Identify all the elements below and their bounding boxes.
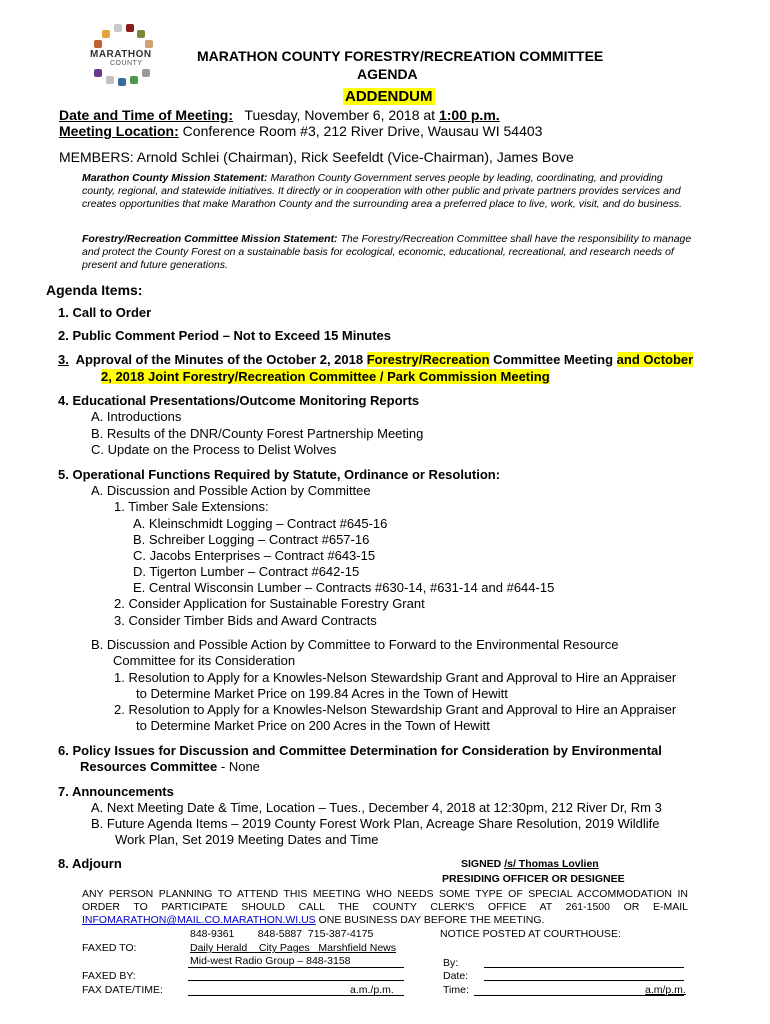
faxed-by-label: FAXED BY: xyxy=(82,970,136,982)
addendum-label: ADDENDUM xyxy=(345,88,433,105)
fax-phone-numbers: 848-9361 848-5887 715-387-4175 xyxy=(190,928,374,940)
timber-sale-item: D. Tigerton Lumber – Contract #642-15 xyxy=(133,564,360,579)
agenda-item-4a: A. Introductions xyxy=(91,409,182,424)
meeting-location-line xyxy=(59,123,542,139)
agenda-item-6-none: - None xyxy=(217,759,260,774)
agenda-item-7: 7. Announcements xyxy=(58,784,174,799)
logo-dot xyxy=(94,69,102,77)
logo-name: MARATHON xyxy=(90,49,152,60)
posted-ampm: a.m/p.m. xyxy=(645,984,686,996)
agenda-item-5a1: 1. Timber Sale Extensions: xyxy=(114,499,269,514)
meeting-date-label: Date and Time of Meeting: xyxy=(59,107,233,123)
agenda-item-8: 8. Adjourn xyxy=(58,856,122,871)
presiding-officer-label: PRESIDING OFFICER OR DESIGNEE xyxy=(442,873,625,885)
logo-dot xyxy=(142,69,150,77)
agenda-item-3 xyxy=(58,352,738,368)
committee-mission-statement xyxy=(82,233,692,272)
agenda-item-3-highlight: Forestry/Recreation xyxy=(366,352,490,367)
agenda-item-3-line2 xyxy=(101,369,550,385)
agenda-item-4b: B. Results of the DNR/County Forest Partnership Meeting xyxy=(91,426,424,441)
agenda-item-5b: B. Discussion and Possible Action by Committee to Forward to the Environmental Resource xyxy=(91,637,619,652)
agenda-subtitle: AGENDA xyxy=(357,66,418,82)
agenda-item-4: 4. Educational Presentations/Outcome Monitoring Reports xyxy=(58,393,420,408)
committee-mission-label: Forestry/Recreation Committee Mission Statement: xyxy=(82,233,338,245)
logo-dot xyxy=(102,30,110,38)
meeting-time-value: 1:00 p.m. xyxy=(438,107,500,123)
agenda-item-5a: A. Discussion and Possible Action by Committee xyxy=(91,483,371,498)
agenda-item-6-text: Resources Committee xyxy=(80,759,218,774)
notice-posted-label: NOTICE POSTED AT COURTHOUSE: xyxy=(440,928,621,940)
accommodation-notice-line1: ANY PERSON PLANNING TO ATTEND THIS MEETING WHO NEEDS SOME TYPE OF SPECIAL ACCOMMODATION IN xyxy=(82,888,688,900)
timber-sale-item: A. Kleinschmidt Logging – Contract #645-16 xyxy=(133,516,388,531)
faxed-to-underline xyxy=(188,967,404,968)
meeting-location-value: Conference Room #3, 212 River Drive, Wausau WI 54403 xyxy=(182,123,543,139)
meeting-location-label: Meeting Location: xyxy=(59,123,179,139)
agenda-item-5b1: 1. Resolution to Apply for a Knowles-Nelson Stewardship Grant and Approval to Hire an Appraiser xyxy=(114,670,677,685)
agenda-heading: Agenda Items: xyxy=(46,282,143,298)
agenda-item-5b2-line2: to Determine Market Price on 200 Acres in the Town of Hewitt xyxy=(136,718,490,733)
meeting-date-value: Tuesday, November 6, 2018 at xyxy=(244,107,439,123)
logo-county: COUNTY xyxy=(110,60,143,67)
posted-date-label: Date: xyxy=(443,970,469,982)
posted-by-line xyxy=(484,967,684,968)
county-mission-statement xyxy=(82,172,682,211)
agenda-item-3-text: Approval of the Minutes of the October 2, 2018 xyxy=(75,352,367,367)
committee-title: MARATHON COUNTY FORESTRY/RECREATION COMMITTEE xyxy=(197,48,604,64)
agenda-item-5b1-line2: to Determine Market Price on 199.84 Acres in the Town of Hewitt xyxy=(136,686,508,701)
logo-dot xyxy=(126,24,134,32)
logo-dot xyxy=(106,76,114,84)
agenda-item-2: 2. Public Comment Period – Not to Exceed 15 Minutes xyxy=(58,328,392,343)
fax-datetime-label: FAX DATE/TIME: xyxy=(82,984,163,996)
agenda-item-4c: C. Update on the Process to Delist Wolves xyxy=(91,442,337,457)
fax-ampm: a.m./p.m. xyxy=(350,984,394,996)
faxed-to-label: FAXED TO: xyxy=(82,942,137,954)
committee-mission-text: The Forestry/Recreation Committee shall have the responsibility to manage and protect the County Forest on a sustainable basis for ecological, economic, educational, recreational, and research needs of present and future generations. xyxy=(82,233,692,271)
county-mission-label: Marathon County Mission Statement: xyxy=(82,172,268,184)
agenda-item-5a3: 3. Consider Timber Bids and Award Contracts xyxy=(114,613,377,628)
agenda-item-6-line2 xyxy=(80,759,260,775)
clerk-email-link[interactable]: INFOMARATHON@MAIL.CO.MARATHON.WI.US xyxy=(82,914,316,926)
timber-sale-item: E. Central Wisconsin Lumber – Contracts #630-14, #631-14 and #644-15 xyxy=(133,580,555,595)
posted-by-label: By: xyxy=(443,957,459,969)
notice-rest: ONE BUSINESS DAY BEFORE THE MEETING. xyxy=(315,914,545,926)
agenda-item-5b-line2: Committee for its Consideration xyxy=(113,653,296,668)
agenda-item-5a2: 2. Consider Application for Sustainable Forestry Grant xyxy=(114,596,425,611)
posted-date-line xyxy=(484,980,684,981)
agenda-item-7b-line2: Work Plan, Set 2019 Meeting Dates and Time xyxy=(115,832,379,847)
meeting-date-line xyxy=(59,107,500,123)
faxed-by-line xyxy=(188,980,404,981)
county-logo xyxy=(82,22,164,84)
timber-sale-item: C. Jacobs Enterprises – Contract #643-15 xyxy=(133,548,376,563)
agenda-item-6: 6. Policy Issues for Discussion and Committee Determination for Consideration by Environmental xyxy=(58,743,662,758)
agenda-item-3-highlight: and October xyxy=(616,352,694,367)
timber-sale-item: B. Schreiber Logging – Contract #657-16 xyxy=(133,532,370,547)
signed-name: /s/ Thomas Lovlien xyxy=(504,858,599,870)
agenda-item-3-number: 3. xyxy=(58,352,69,367)
posted-time-label: Time: xyxy=(443,984,469,996)
agenda-item-7b: B. Future Agenda Items – 2019 County Forest Work Plan, Acreage Share Resolution, 2019 Wildlife xyxy=(91,816,660,831)
agenda-item-7a: A. Next Meeting Date & Time, Location – Tues., December 4, 2018 at 12:30pm, 212 River Dr, Rm 3 xyxy=(91,800,662,815)
accommodation-notice-line2: ORDER TO PARTICIPATE SHOULD CALL THE COUNTY CLERK'S OFFICE AT 261-1500 OR E-MAIL xyxy=(82,901,688,913)
accommodation-notice-line3 xyxy=(82,914,544,927)
faxed-to-radio: Mid-west Radio Group – 848-3158 xyxy=(190,955,351,967)
logo-dot xyxy=(118,78,126,86)
faxed-to-recipients: Daily Herald City Pages Marshfield News xyxy=(190,942,396,954)
agenda-item-1: 1. Call to Order xyxy=(58,305,152,320)
logo-dot xyxy=(114,24,122,32)
signature-line xyxy=(461,858,599,871)
agenda-item-5b2: 2. Resolution to Apply for a Knowles-Nelson Stewardship Grant and Approval to Hire an Appraiser xyxy=(114,702,677,717)
logo-dot xyxy=(130,76,138,84)
logo-dot xyxy=(94,40,102,48)
agenda-item-3-highlight: 2, 2018 Joint Forestry/Recreation Committee / Park Commission Meeting xyxy=(101,369,550,384)
agenda-item-3-text: Committee Meeting xyxy=(489,352,617,367)
members-line: MEMBERS: Arnold Schlei (Chairman), Rick Seefeldt (Vice-Chairman), James Bove xyxy=(59,149,574,165)
signed-label: SIGNED xyxy=(461,858,505,870)
agenda-item-5: 5. Operational Functions Required by Statute, Ordinance or Resolution: xyxy=(58,467,501,482)
logo-dot xyxy=(145,40,153,48)
logo-dot xyxy=(137,30,145,38)
county-mission-text: Marathon County Government serves people by leading, coordinating, and providing county, regional, and statewide initiatives. It directly or in cooperation with other public and private partners provides services and creates opportunities that make Marathon County and the surrounding area a preferred place to live, work, visit, and do business. xyxy=(82,172,683,210)
